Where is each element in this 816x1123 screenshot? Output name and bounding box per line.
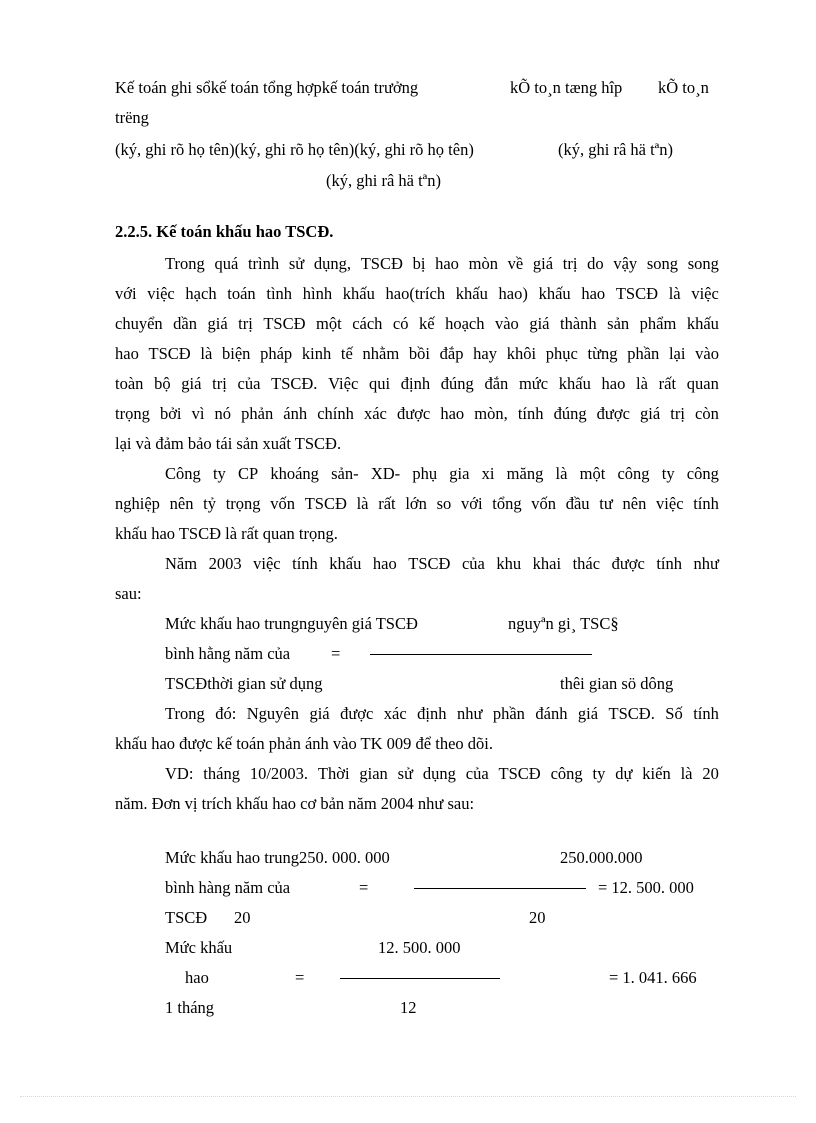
formula2-equals: = [359,878,369,897]
para1-line-1: Trong quá trình sử dụng, TSCĐ bị hao mòn về giá trị do vậy song song [165,254,719,273]
sig-note-5: (ký, ghi râ hä tªn) [326,171,441,190]
sig-note-4: (ký, ghi râ hä tªn) [558,140,673,159]
sig-label-tong-hop-legacy: kÕ to¸n tæng hîp [510,78,623,97]
formula1-equals: = [331,644,341,663]
formula2-numerator-2: 250.000.000 [560,848,643,867]
para3-line-2: sau: [115,584,142,603]
signature-row-2 [115,140,474,160]
para4-line-2: khấu hao được kế toán phản ánh vào TK 009 để theo dõi. [115,734,493,753]
sig-label-ke-toan-legacy: kÕ to¸n [658,78,709,97]
formula1-line-3 [165,674,322,694]
formula3-label: Mức khấu [165,938,233,957]
para1-line-6: trọng bởi vì nó phản ánh chính xác được hao mòn, tính đúng được giá trị còn [115,404,719,423]
formula2-fraction-bar [414,888,586,889]
para1-line-4: hao TSCĐ là biện pháp kinh tế nhằm bồi đắp hay khôi phục từng phần lại vào [115,344,719,363]
formula2-label: Mức khấu hao trung [165,848,300,867]
para1-line-5: toàn bộ giá trị của TSCĐ. Việc qui định đúng đắn mức khấu hao là rất quan [115,374,719,393]
para5-line-2: năm. Đơn vị trích khấu hao cơ bản năm 2004 như sau: [115,794,475,813]
formula1-label-3: TSCĐ [165,674,208,693]
formula1-numerator: nguyên giá TSCĐ [299,614,418,633]
para5-line-1: VD: tháng 10/2003. Thời gian sử dụng của TSCĐ công ty dự kiến là 20 [165,764,719,783]
formula2-denominator-2: 20 [529,908,546,927]
formula1-numerator-legacy: nguyªn gi¸ TSC§ [508,614,619,633]
formula3-label-3: 1 tháng [165,998,215,1017]
formula1-label-2: bình hằng năm của [165,644,291,663]
page-bottom-divider [20,1096,796,1097]
formula3-result: = 1. 041. 666 [609,968,697,987]
formula3-label-2: hao [185,968,209,987]
sig-note-1: (ký, ghi rõ họ tên) [115,140,235,159]
formula3-equals: = [295,968,305,987]
para3-line-1: Năm 2003 việc tính khấu hao TSCĐ của khu khai thác được tính như [165,554,719,573]
para2-line-1: Công ty CP khoáng sản- XD- phụ gia xi măng là một công ty công [165,464,719,483]
sig-label-truong: kế toán trưởng [321,78,419,97]
formula2-line-1 [165,848,390,868]
formula1-denominator: thời gian sử dụng [207,674,323,693]
formula2-numerator: 250. 000. 000 [299,848,390,867]
sig-label-ghi-so: Kế toán ghi sổ [115,78,211,97]
para2-line-2: nghiệp nên tỷ trọng vốn TSCĐ là rất lớn so với tổng vốn đầu tư nên việc tính [115,494,719,513]
formula2-label-3: TSCĐ [165,908,208,927]
para2-line-3: khấu hao TSCĐ là rất quan trọng. [115,524,338,543]
section-heading: 2.2.5. Kế toán khấu hao TSCĐ. [115,222,334,241]
formula1-fraction-bar [370,654,592,655]
signature-row-1 [115,78,418,98]
formula3-fraction-bar [340,978,500,979]
para4-line-1: Trong đó: Nguyên giá được xác định như phần đánh giá TSCĐ. Số tính [165,704,719,723]
sig-label-truong-legacy: trëng [115,108,149,127]
formula2-label-2: bình hàng năm của [165,878,291,897]
sig-note-3: (ký, ghi rõ họ tên) [354,140,474,159]
formula3-denominator: 12 [400,998,417,1017]
para1-line-2: với việc hạch toán tình hình khấu hao(trích khấu hao) khấu hao TSCĐ là việc [115,284,719,303]
formula2-denominator: 20 [234,908,251,927]
formula1-label: Mức khấu hao trung [165,614,300,633]
sig-label-tong-hop: kế toán tổng hợp [210,78,322,97]
formula3-numerator: 12. 500. 000 [378,938,461,957]
para1-line-3: chuyển dần giá trị TSCĐ một cách có kế hoạch vào giá thành sản phẩm khấu [115,314,719,333]
formula2-result: = 12. 500. 000 [598,878,694,897]
formula1-denominator-legacy: thêi gian sö dông [560,674,674,693]
para1-line-7: lại và đảm bảo tái sản xuất TSCĐ. [115,434,342,453]
formula1-line-1 [165,614,418,634]
sig-note-2: (ký, ghi rõ họ tên) [234,140,355,159]
